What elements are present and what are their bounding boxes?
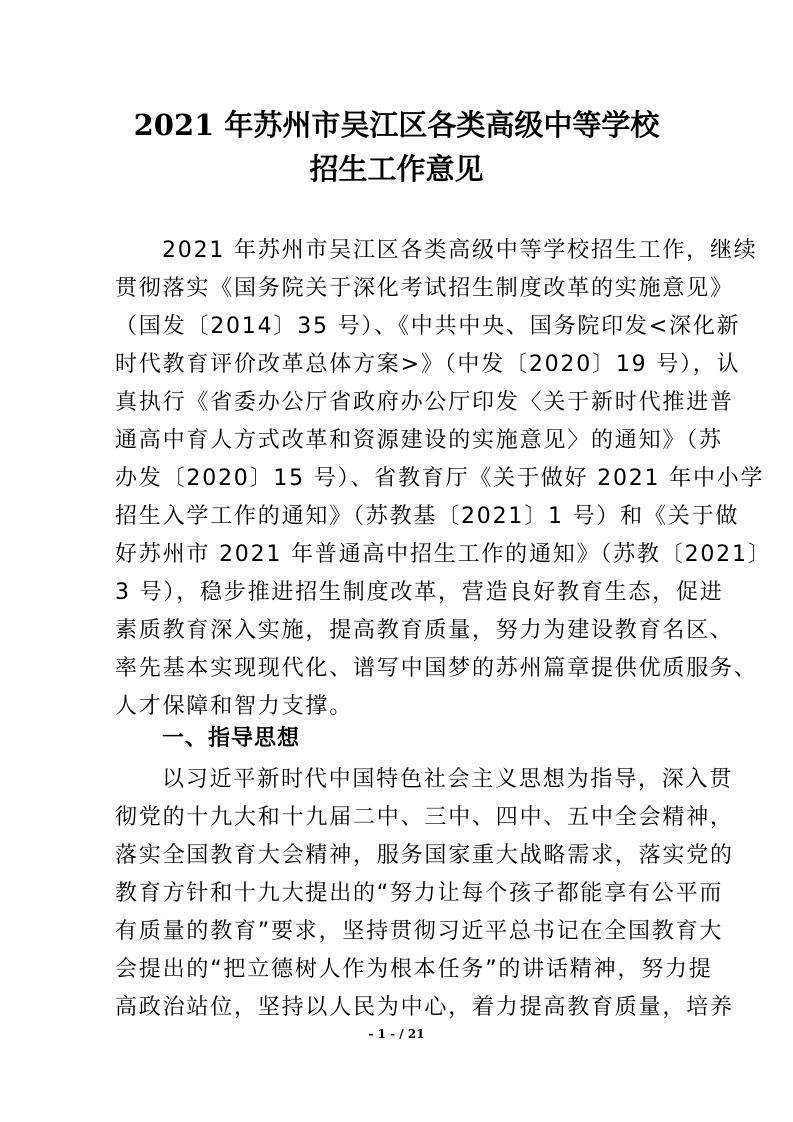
intro-paragraph-line: 招生入学工作的通知》（苏教基〔2021〕1 号）和《关于做 [115,504,740,529]
intro-paragraph-line: （国发〔2014〕35 号）、《中共中央、国务院印发<深化新 [115,314,741,339]
intro-paragraph-line: 好苏州市 2021 年普通高中招生工作的通知》（苏教〔2021〕 [115,542,772,567]
intro-paragraph-line: 人才保障和智力支撑。 [115,694,354,719]
section-paragraph-line: 会提出的“把立德树人作为根本任务”的讲话精神，努力提 [115,957,713,982]
document-title-line-1: 2021 年苏州市吴江区各类高级中等学校 [133,108,660,142]
intro-paragraph-line: 真执行《省委办公厅省政府办公厅印发〈关于新时代推进普 [115,390,734,415]
intro-paragraph-line: 素质教育深入实施，提高教育质量，努力为建设教育名区、 [115,618,734,643]
intro-paragraph-line: 通高中育人方式改革和资源建设的实施意见〉的通知》（苏 [115,428,723,453]
section-paragraph-line: 落实全国教育大会精神，服务国家重大战略需求，落实党的 [115,843,734,868]
section-paragraph-line: 以习近平新时代中国特色社会主义思想为指导，深入贯 [162,767,734,792]
section-paragraph-line: 有质量的教育”要求，坚持贯彻习近平总书记在全国教育大 [115,919,724,944]
intro-paragraph-line: 3 号），稳步推进招生制度改革，营造良好教育生态，促进 [115,580,724,605]
intro-paragraph-line: 率先基本实现现代化、谱写中国梦的苏州篇章提供优质服务、 [115,656,758,681]
page-number: - 1 - / 21 [368,1027,425,1041]
intro-paragraph-line: 2021 年苏州市吴江区各类高级中等学校招生工作，继续 [162,238,758,263]
document-title-line-2: 招生工作意见 [309,152,484,186]
section-paragraph-line: 高政治站位，坚持以人民为中心，着力提高教育质量，培养 [115,995,734,1020]
intro-paragraph-line: 贯彻落实《国务院关于深化考试招生制度改革的实施意见》 [115,276,734,301]
section-paragraph-line: 彻党的十九大和十九届二中、三中、四中、五中全会精神， [115,805,734,830]
section-heading-guiding-ideology: 一、指导思想 [162,726,301,751]
intro-paragraph-line: 办发〔2020〕15 号）、省教育厅《关于做好 2021 年中小学 [115,466,765,491]
intro-paragraph-line: 时代教育评价改革总体方案>》（中发〔2020〕19 号），认 [115,352,741,377]
section-paragraph-line: 教育方针和十九大提出的“努力让每个孩子都能享有公平而 [115,881,724,906]
